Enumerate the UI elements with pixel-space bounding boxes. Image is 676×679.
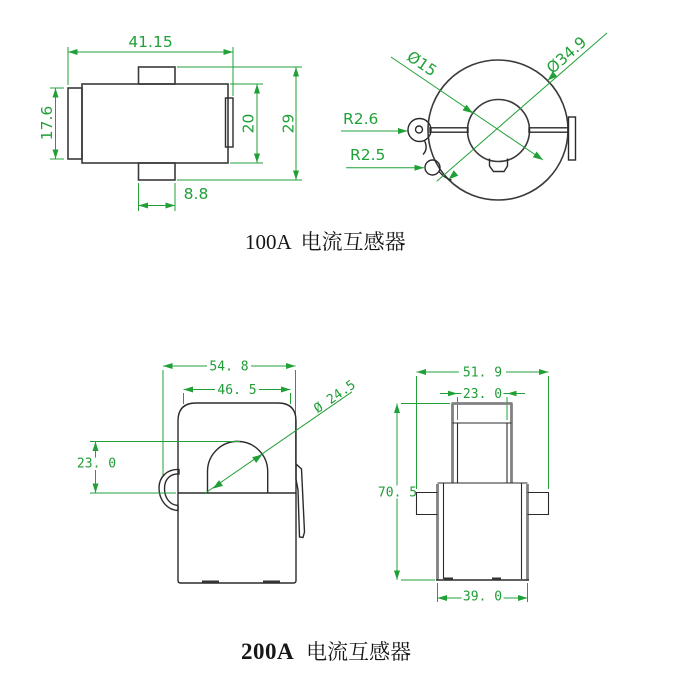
title-200a-name-label: 电流互感器 bbox=[306, 640, 412, 664]
dim-left-height bbox=[38, 88, 64, 159]
dim-hook-radius bbox=[346, 146, 424, 168]
dim-overall-width-200 bbox=[163, 359, 296, 477]
dim-tab-width bbox=[139, 183, 209, 211]
dim-label-inner-diameter: Ø15 bbox=[403, 47, 441, 81]
clip-hook bbox=[159, 469, 179, 510]
title-200a-amp-label: 200A bbox=[241, 639, 295, 664]
view-200a-front-drawing bbox=[77, 359, 359, 583]
dim-overall-width-side bbox=[417, 366, 549, 490]
dim-label-overall-width-200: 54. 8 bbox=[209, 359, 249, 375]
dim-label-overall-width-side: 51. 9 bbox=[462, 365, 503, 381]
dim-label-left-height: 17.6 bbox=[38, 105, 56, 141]
dim-label-tab-width: 8.8 bbox=[183, 185, 209, 203]
dim-label-overall-height: 29 bbox=[279, 113, 298, 134]
hook-ring bbox=[425, 160, 440, 175]
dim-outer-diameter bbox=[437, 33, 607, 181]
dim-label-body-width-200: 46. 5 bbox=[217, 383, 257, 398]
dim-label-body-height: 20 bbox=[239, 113, 258, 134]
dim-body-height bbox=[230, 84, 263, 163]
part-outline bbox=[68, 67, 233, 180]
dim-label-outer-diameter: Ø34.9 bbox=[543, 33, 591, 78]
view-200a-side-drawing bbox=[378, 366, 549, 605]
title-100a-name-label: 电流互感器 bbox=[300, 230, 406, 254]
dim-label-opening-diameter: Ø 24.5 bbox=[311, 377, 359, 417]
view-100a-side-drawing bbox=[38, 33, 302, 211]
dim-label-top-width: 23. 0 bbox=[462, 387, 503, 402]
dim-label-opening-height: 23. 0 bbox=[76, 456, 117, 472]
dim-body-width-200 bbox=[184, 383, 291, 404]
title-100a-amp-label: 100A bbox=[245, 230, 292, 254]
dim-overall-width bbox=[68, 33, 233, 96]
part-outline bbox=[159, 403, 305, 583]
dim-label-overall-width: 41.15 bbox=[128, 33, 173, 51]
dim-label-lug-radius: R2.6 bbox=[343, 110, 379, 128]
part-outline bbox=[408, 60, 576, 200]
release-lever bbox=[296, 464, 305, 538]
title-100a bbox=[245, 226, 406, 256]
left-mount-tab bbox=[417, 493, 438, 515]
lug-hole bbox=[416, 126, 423, 133]
right-mount-tab bbox=[528, 493, 549, 515]
view-100a-front-drawing bbox=[341, 33, 607, 200]
dim-label-bottom-width: 39. 0 bbox=[462, 589, 503, 605]
title-200a bbox=[241, 636, 411, 666]
dim-lug-radius bbox=[341, 110, 408, 131]
dim-label-overall-height-side: 70. 5 bbox=[377, 485, 418, 501]
part-outline bbox=[417, 404, 549, 581]
dim-overall-height-side bbox=[378, 404, 450, 581]
dim-bottom-width bbox=[438, 583, 528, 605]
dim-label-hook-radius: R2.5 bbox=[350, 146, 386, 164]
